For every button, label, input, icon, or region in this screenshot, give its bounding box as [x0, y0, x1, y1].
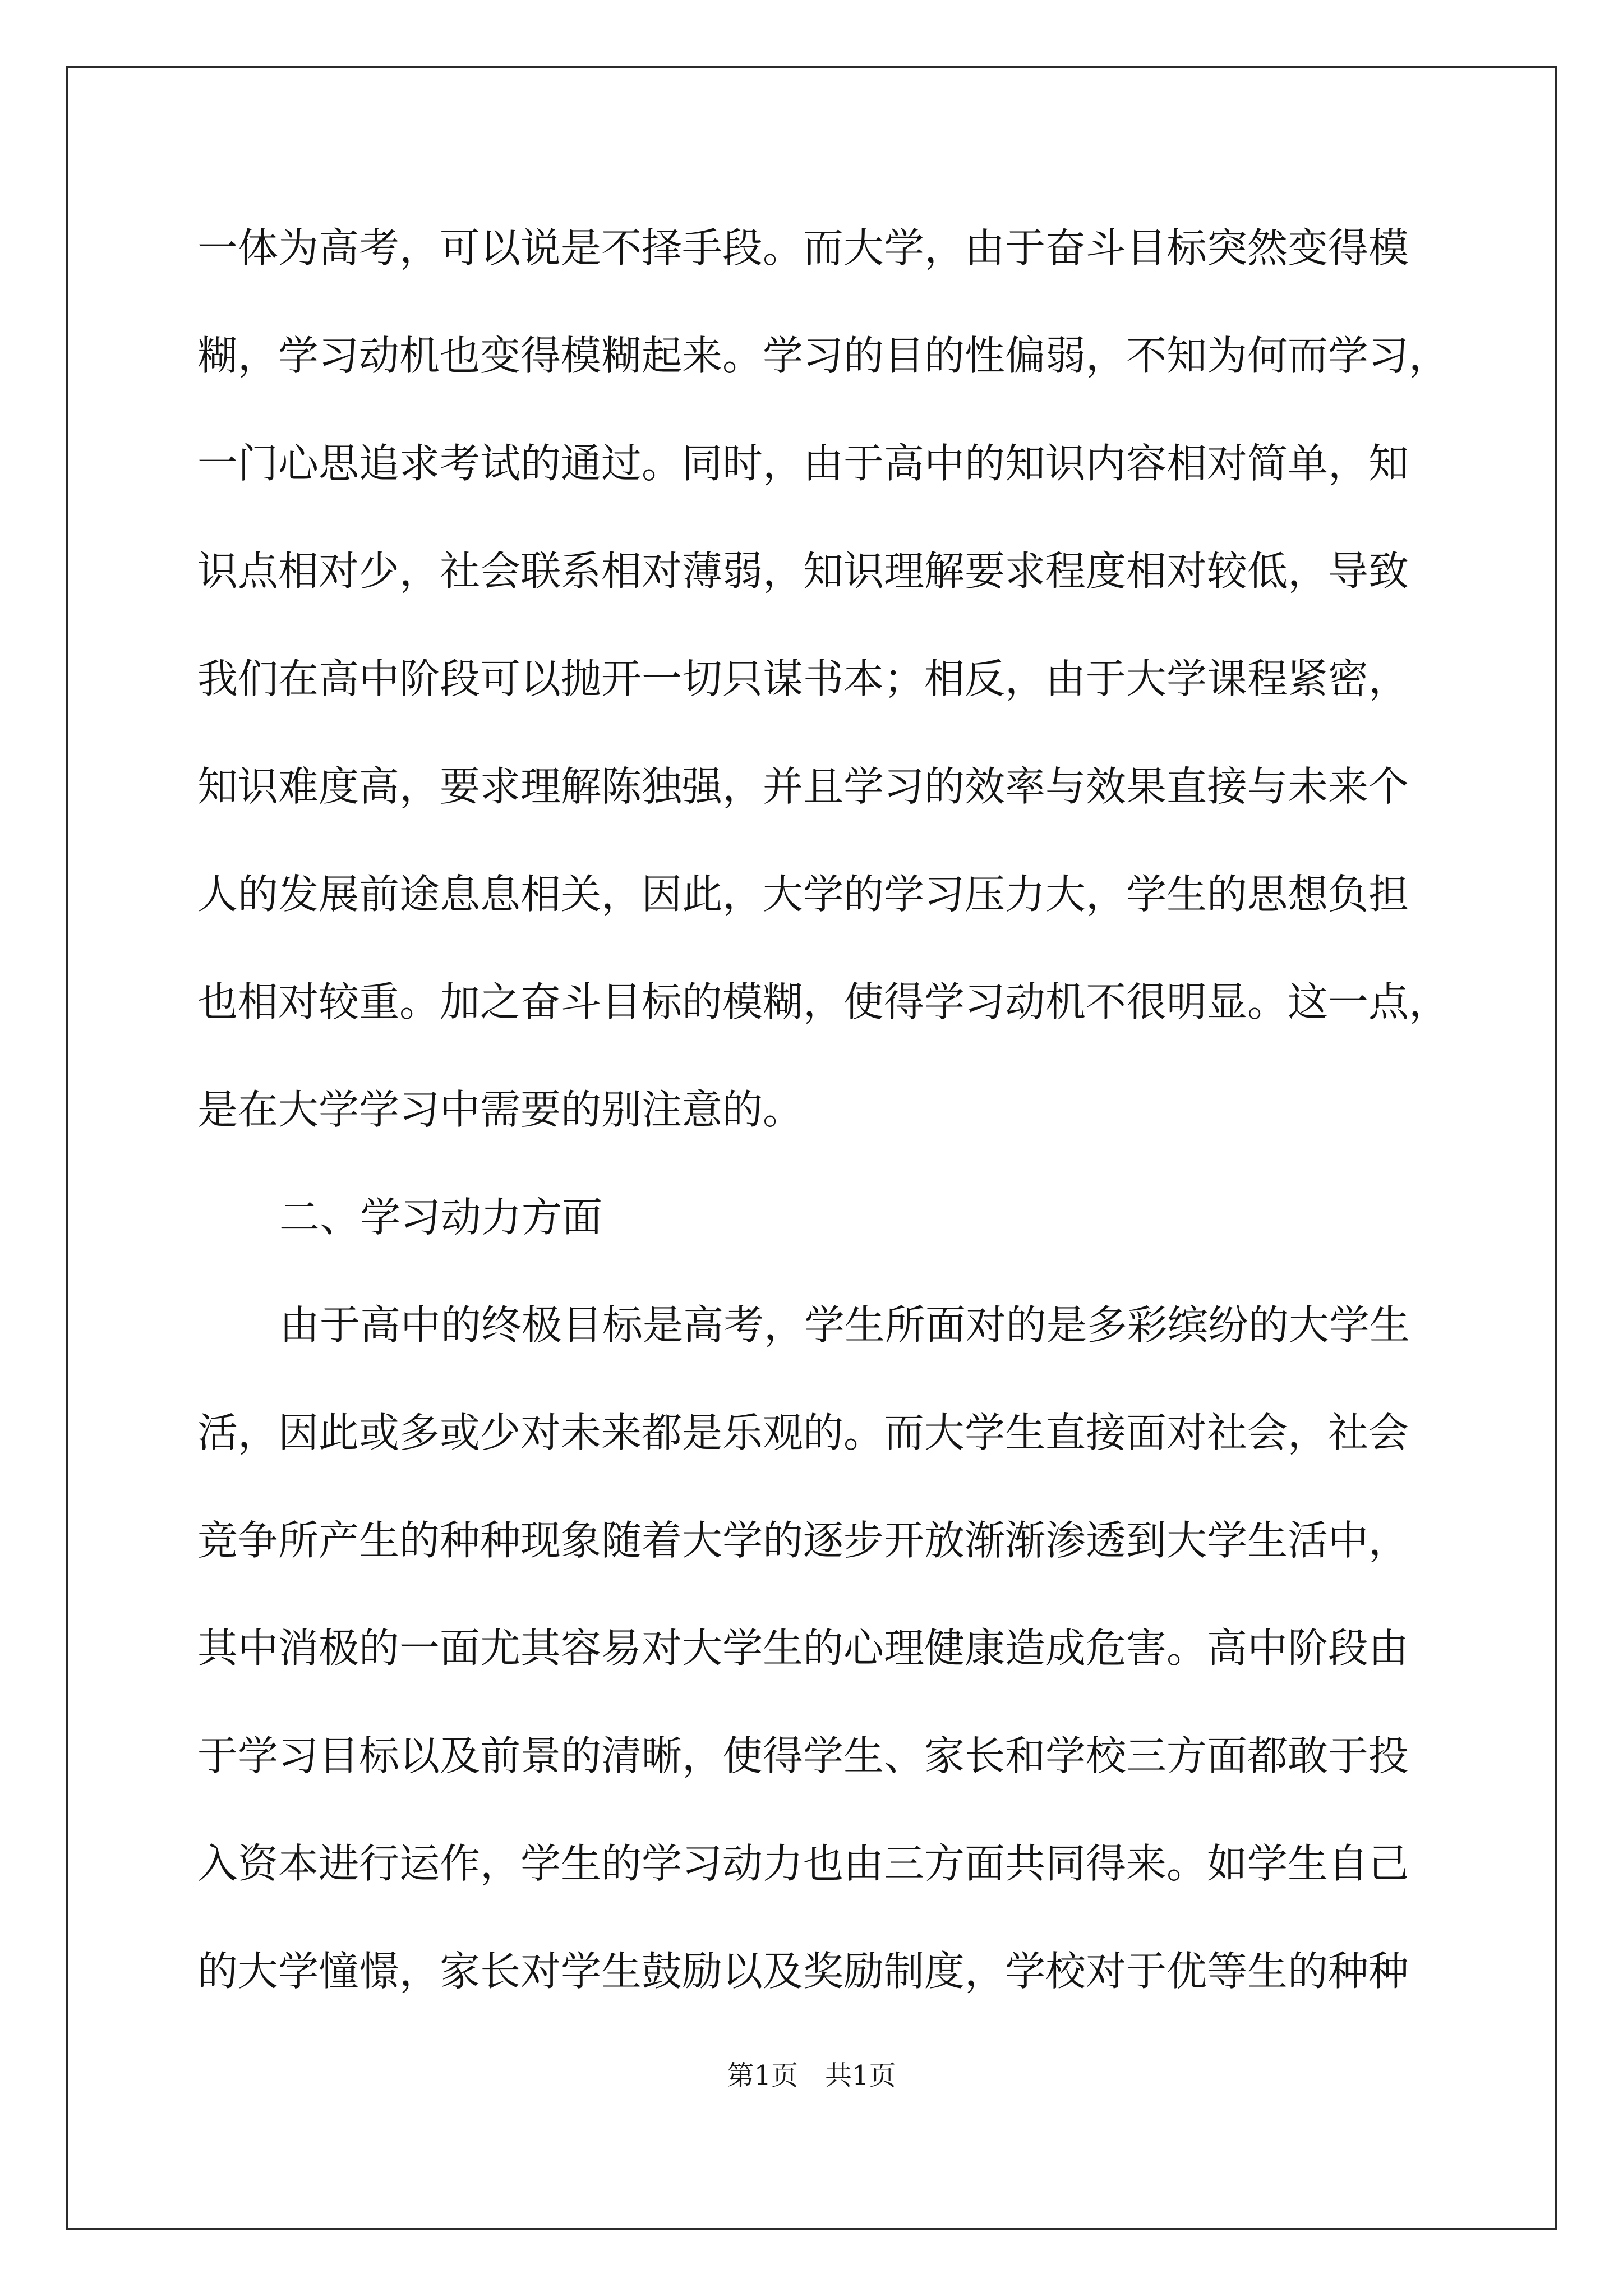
text-line: 我们在高中阶段可以抛开一切只谋书本；相反，由于大学课程紧密， [197, 655, 1409, 702]
page-number-footer: 第1页 共1页 [727, 2060, 896, 2091]
text-line: 竞争所产生的种种现象随着大学的逐步开放渐渐渗透到大学生活中， [197, 1517, 1409, 1564]
text-line: 活，因此或多或少对未来都是乐观的。而大学生直接面对社会，社会 [197, 1409, 1409, 1456]
text-line: 的大学憧憬，家长对学生鼓励以及奖励制度，学校对于优等生的种种 [197, 1948, 1409, 1995]
text-line: 于学习目标以及前景的清晰，使得学生、家长和学校三方面都敢于投 [197, 1732, 1409, 1779]
text-line: 入资本进行运作，学生的学习动力也由三方面共同得来。如学生自己 [197, 1840, 1409, 1887]
text-line: 其中消极的一面尤其容易对大学生的心理健康造成危害。高中阶段由 [197, 1625, 1409, 1672]
text-line: 一体为高考，可以说是不择手段。而大学，由于奋斗目标突然变得模 [197, 224, 1409, 272]
text-line: 人的发展前途息息相关，因此，大学的学习压力大，学生的思想负担 [197, 871, 1409, 918]
text-line: 识点相对少，社会联系相对薄弱，知识理解要求程度相对较低，导致 [197, 547, 1409, 595]
text-line: 知识难度高，要求理解陈独强，并且学习的效率与效果直接与未来个 [197, 763, 1409, 810]
text-line: 一门心思追求考试的通过。同时，由于高中的知识内容相对简单，知 [197, 440, 1409, 487]
section-heading: 二、学习动力方面 [279, 1194, 603, 1241]
text-line: 是在大学学习中需要的别注意的。 [197, 1086, 804, 1133]
page-border [66, 66, 1557, 2230]
text-line: 由于高中的终极目标是高考，学生所面对的是多彩缤纷的大学生 [279, 1301, 1410, 1349]
text-line: 也相对较重。加之奋斗目标的模糊，使得学习动机不很明显。这一点， [197, 978, 1450, 1025]
text-line: 糊，学习动机也变得模糊起来。学习的目的性偏弱，不知为何而学习， [197, 332, 1450, 379]
